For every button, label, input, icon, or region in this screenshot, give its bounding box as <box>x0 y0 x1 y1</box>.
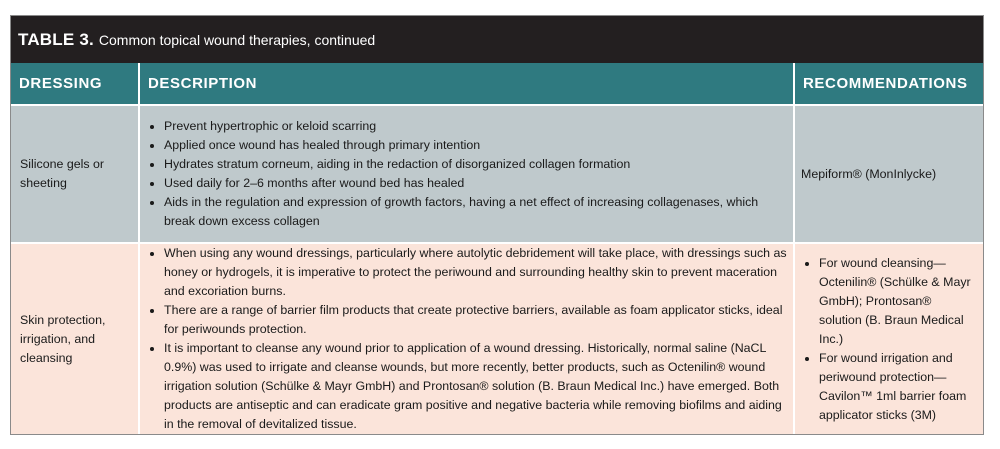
header-row <box>11 63 983 105</box>
description-item: • When using any wound dressings, particularly where autolytic debridement will take place, with dressings such as honey or hydrogels, it is imperative to protect the periwound and surrounding healthy skin to prevent maceration and excoriation burns. <box>164 244 787 301</box>
recommendation-list <box>801 254 977 425</box>
table-row <box>11 243 983 434</box>
description-item: • Hydrates stratum corneum, aiding in the redaction of disorganized collagen formation <box>164 155 787 174</box>
recommendation-cell: Mepiform® (MonInlycke) <box>794 105 983 243</box>
wound-therapies-table <box>10 15 984 435</box>
recommendation-item: • For wound cleansing—Octenilin® (Schülke & Mayr GmbH); Prontosan® solution (B. Braun Medical Inc.) <box>819 254 977 349</box>
recommendation-cell <box>794 243 983 434</box>
description-item: • Applied once wound has healed through primary intention <box>164 136 787 155</box>
column-header-description: DESCRIPTION <box>139 63 794 105</box>
description-item: • Prevent hypertrophic or keloid scarring <box>164 117 787 136</box>
table-number: TABLE 3. <box>18 29 94 49</box>
description-item: • Used daily for 2–6 months after wound bed has healed <box>164 174 787 193</box>
dressing-cell: Silicone gels or sheeting <box>11 105 139 243</box>
description-cell <box>139 105 794 243</box>
column-header-dressing: DRESSING <box>11 63 139 105</box>
description-list <box>146 244 787 434</box>
description-list <box>146 117 787 231</box>
table-grid <box>11 63 983 434</box>
recommendation-item: • For wound irrigation and periwound protection—Cavilon™ 1ml barrier foam applicator sticks (3M) <box>819 349 977 425</box>
column-header-recommendations: RECOMMENDATIONS <box>794 63 983 105</box>
table-title-bar <box>11 16 983 63</box>
description-item: • Aids in the regulation and expression of growth factors, having a net effect of increasing collagenases, which break down excess collagen <box>164 193 787 231</box>
description-item: • It is important to cleanse any wound prior to application of a wound dressing. Historically, normal saline (NaCL 0.9%) was used to irrigate and cleanse wounds, but more recently, better products, such as Octenilin® wound irrigation solution (Schülke & Mayr GmbH) and Prontosan® solution (B. Braun Medical Inc.) have emerged. Both products are antiseptic and can eradicate gram positive and negative bacteria while removing biofilms and aiding in the removal of devitalized tissue. <box>164 339 787 434</box>
description-cell <box>139 243 794 434</box>
table-caption: Common topical wound therapies, continued <box>98 31 376 48</box>
dressing-cell: Skin protection, irrigation, and cleansing <box>11 243 139 434</box>
table-row <box>11 105 983 243</box>
description-item: • There are a range of barrier film products that create protective barriers, available as foam applicator sticks, ideal for periwounds protection. <box>164 301 787 339</box>
